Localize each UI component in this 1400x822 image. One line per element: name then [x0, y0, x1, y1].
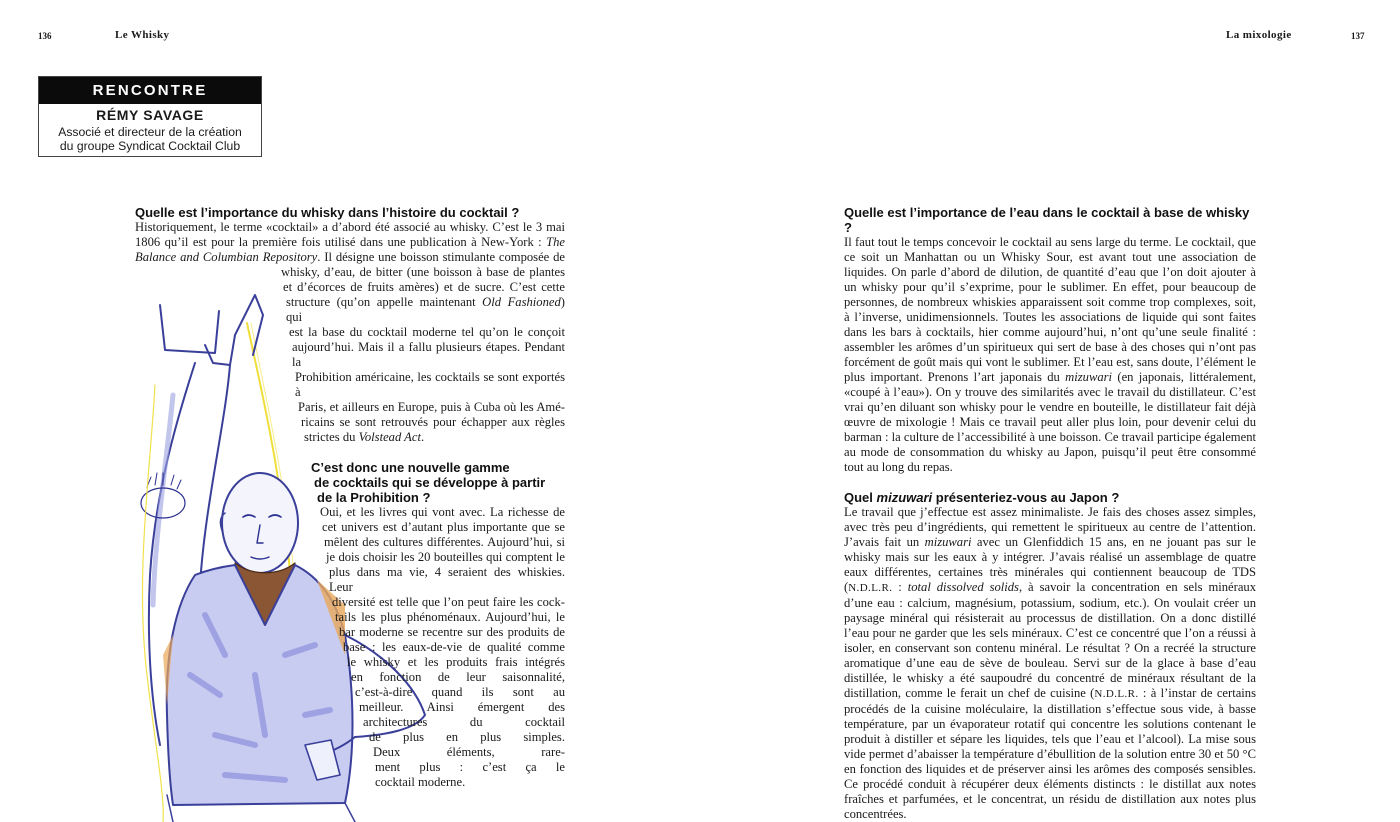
ndlr-abbrev: N.D.L.R.	[848, 582, 893, 594]
interviewee-name: RÉMY SAVAGE	[96, 107, 204, 123]
answer-2-line: en fonction de leur saisonnalité,	[351, 670, 565, 684]
answer-2-line: c’est-à-dire quand ils sont au	[355, 685, 565, 699]
question-2-line: de cocktails qui se développe à partir	[314, 475, 546, 490]
answer-1	[135, 220, 565, 445]
question-3: Quelle est l’importance de l’eau dans le cocktail à base de whisky ?	[844, 205, 1250, 235]
answer-2-line: ment plus : c’est ça le	[375, 760, 565, 774]
role-line-1: Associé et directeur de la création	[58, 125, 242, 139]
interviewee-role	[39, 123, 261, 156]
answer-2-line: Deux éléments, rare-	[373, 745, 565, 759]
running-head-left: Le Whisky	[115, 29, 170, 41]
answer-1-line: ricains se sont retrouvés pour échapper aux règles	[301, 415, 565, 429]
question-2-block	[311, 460, 565, 505]
answer-3-text: (en japonais, littéralement, «coupé à l’eau»). On y trouve des similarités avec le travail du distillateur. C’est vrai qu’en diluant son whisky pour le vendre en bouteille, le distillateur fait déjà œuvre de mixologie ! Mais ce travail peut aller plus loin, pour devenir celui du barman : la culture de l’accessibilité à une boisson. Ce travail participe également au mode de consommation du whisky au Japon, puisqu’il peut être consommé tout au long du repas.	[844, 370, 1256, 474]
answer-1-line: Balance and Columbian Repository. Il désigne une boisson stimulante composée de	[135, 250, 565, 264]
answer-1-line: aujourd’hui. Mais il a fallu plusieurs étapes. Pendant la	[292, 340, 565, 369]
answer-1-line: strictes du Volstead Act.	[304, 430, 425, 444]
answer-1-line: 1806 qu’il est pour la première fois utilisé dans une publication à New-York : The	[135, 235, 565, 249]
answer-1-line: Paris, et ailleurs en Europe, puis à Cuba où les Amé-	[298, 400, 565, 414]
page-number-right: 137	[1351, 31, 1365, 41]
question-2-line: C’est donc une nouvelle gamme	[311, 460, 510, 475]
question-4	[844, 490, 1256, 505]
answer-1-line: et d’écorces de fruits amères) et de sucre. C’est cette	[283, 280, 565, 294]
answer-2-line: bar moderne se recentre sur des produits de	[339, 625, 565, 639]
answer-2-line: cocktail moderne.	[375, 775, 466, 789]
answer-1-line: Prohibition américaine, les cocktails se sont exportés à	[295, 370, 565, 399]
answer-2-line: le whisky et les produits frais intégrés	[347, 655, 565, 669]
term-mizuwari: mizuwari	[876, 490, 933, 505]
answer-2-line: diversité est telle que l’on peut faire les cock-	[332, 595, 565, 609]
interview-q1	[135, 205, 565, 790]
page-number-left: 136	[38, 31, 52, 41]
question-4-text: présenteriez-vous au Japon ?	[935, 490, 1120, 505]
answer-1-line: whisky, d’eau, de bitter (une boisson à base de plantes	[281, 265, 565, 279]
answer-2-line: de plus en plus simples.	[369, 730, 565, 744]
interview-right-column	[844, 205, 1256, 822]
question-4-text: Quel	[844, 490, 873, 505]
answer-3	[844, 235, 1256, 475]
answer-2	[135, 505, 565, 790]
answer-2-line: base : les eaux-de-vie de qualité comme	[343, 640, 565, 654]
question-2-line: de la Prohibition ?	[317, 490, 431, 505]
answer-2-line: Oui, et les livres qui vont avec. La richesse de	[320, 505, 565, 519]
answer-2-line: cet univers est d’autant plus importante que se	[322, 520, 565, 534]
term-mizuwari: mizuwari	[1065, 370, 1113, 384]
answer-4-text: :	[892, 580, 908, 594]
ndlr-abbrev: N.D.L.R.	[1094, 688, 1139, 700]
term-mizuwari: mizuwari	[924, 535, 972, 549]
answer-3-text: Il faut tout le temps concevoir le cocktail au sens large du terme. Le cocktail, que ce soit un Manhattan ou un Whisky Sour, est avant tout une association de liquides. On parle d’abord de dilution, de quantité d’eau que l’on doit ajouter à un whisky pour qu’il s’exprime, pour le sublimer. En effet, pour beaucoup de personnes, de nombreux whiskies apparaissent soit comme trop complexes, soit, à l’inverse, unidimensionnels. Toutes les associations de liquide qui sont faites dans les bars à cocktails, hier comme aujourd’hui, n’ont qu’une seule finalité : assembler les arômes d’un spiritueux qui sert de base à des choses qui n’ont pas forcément de goût mais qui vont le sublimer. Et l’eau est, sans doute, l’élément le plus important. Prenons l’art japonais du	[844, 235, 1256, 384]
answer-4-text: avec un Glenfiddich 15 ans, en ne jouant pas sur le whisky mais sur les eaux à y intégrer. J’avais réalisé un assemblage de quatre eaux différentes, certaines très minérales qui contiennent beaucoup de TDS (	[844, 535, 1256, 594]
question-2	[311, 460, 565, 505]
answer-2-line: je dois choisir les 20 bouteilles qui comptent le	[326, 550, 565, 564]
answer-2-line: plus dans ma vie, 4 seraient des whiskies. Leur	[329, 565, 565, 594]
answer-4-text: : à l’instar de certains procédés de la cuisine moléculaire, la distillation s’effectue sous vide, à basse température, par un évaporateur rotatif qui concentre les solutions contenant le produit à distiller et sépare les liquides, tels que l’eau et l’alcool). La mise sous vide permet d’abaisser la température d’ébullition de la solution entre 30 et 50 °C en fonction des liquides et de préserver ainsi les arômes des composés sensibles. Ce procédé conduit à récupérer deux éléments distincts : le distillat aux notes fraîches et parfumées, et le concentrat, un résidu de distillation aux notes plus concentrées.	[844, 686, 1256, 821]
answer-2-line: meilleur. Ainsi émergent des	[359, 700, 565, 714]
rencontre-box	[38, 76, 262, 157]
question-1: Quelle est l’importance du whisky dans l’histoire du cocktail ?	[135, 205, 520, 220]
answer-4-text: Le travail que j’effectue est assez minimaliste. Je fais des choses assez simples, avec très peu d’ingrédients, qui remettent le spiritueux au centre de l’attention. J’avais fait un	[844, 505, 1256, 549]
answer-1-line: Historiquement, le terme «cocktail» a d’abord été associé au whisky. C’est le 3 mai	[135, 220, 565, 234]
running-head-right: La mixologie	[1226, 29, 1292, 41]
answer-2-line: architectures du cocktail	[363, 715, 565, 729]
answer-4	[844, 505, 1256, 822]
answer-4-text: , à savoir la concentration en sels minéraux d’une eau : calcium, magnésium, potassium, sodium, etc.). On voulait créer un paysage minéral qui résisterait au processus de distillation. On a donc distillé l’eau pour ne garder que les sels minéraux. C’est ce concentré que l’on a réussi à isoler, en conservant son contenu minéral. Le résultat ? On a recréé la structure aromatique d’une eau de sève de bouleau. Servi sur de la glace à base d’eau distillée, le whisky a été saupoudré du concentré de minéraux résultant de la distillation, comme le ferait un chef de cuisine (	[844, 580, 1256, 700]
answer-2-line: tails les plus phénoménaux. Aujourd’hui, le	[335, 610, 565, 624]
term-tds: total dissolved solids	[907, 580, 1019, 594]
rencontre-label: RENCONTRE	[39, 77, 261, 104]
answer-1-line: est la base du cocktail moderne tel qu’on le conçoit	[289, 325, 565, 339]
role-line-2: du groupe Syndicat Cocktail Club	[59, 139, 241, 153]
answer-1-line: structure (qu’on appelle maintenant Old Fashioned) qui	[286, 295, 565, 324]
answer-2-line: mêlent des cultures différentes. Aujourd’hui, si	[324, 535, 565, 549]
